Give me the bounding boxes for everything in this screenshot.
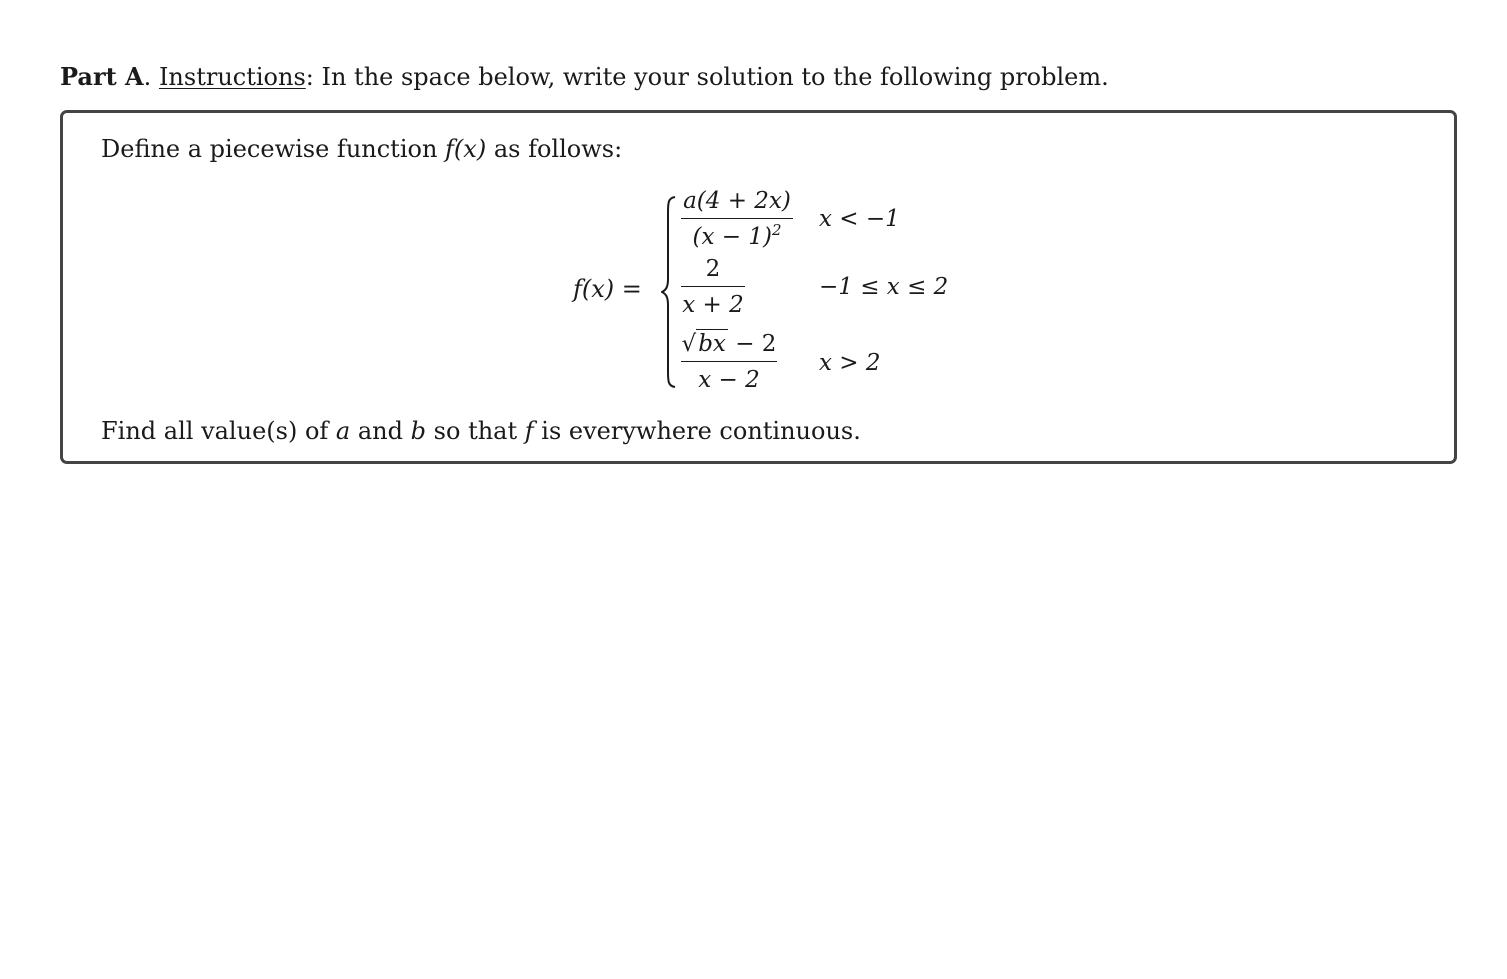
case-1-numerator: a(4 + 2x) — [683, 188, 791, 214]
case-3-numerator-tail: − 2 — [735, 331, 777, 357]
instructions-text: : In the space below, write your solution to the following problem. — [305, 63, 1109, 91]
case-1-denominator: $(x - 1)^2$ — [692, 221, 782, 250]
problem-question — [101, 415, 861, 447]
case-3-denominator: x − 2 — [698, 367, 760, 393]
intro-tail: as follows: — [493, 135, 623, 163]
question-text-1: Find all value(s) of — [101, 417, 329, 445]
equation-lhs: f(x) = — [573, 275, 642, 303]
variable-a: a — [335, 417, 351, 445]
fraction-bar — [681, 218, 793, 219]
left-brace-icon — [661, 195, 677, 389]
case-3-numerator — [681, 329, 777, 358]
question-text-4: is everywhere continuous. — [541, 417, 861, 445]
case-1-exponent: 2 — [771, 221, 782, 239]
case-2-denominator: x + 2 — [682, 292, 744, 318]
problem-box — [60, 110, 1457, 464]
fraction-bar — [681, 361, 777, 362]
case-3-condition: x > 2 — [819, 350, 881, 376]
part-label: Part A — [60, 62, 144, 91]
part-separator: . — [143, 63, 152, 91]
case-1-condition: x < −1 — [819, 206, 900, 232]
instructions-label: Instructions — [158, 63, 306, 91]
question-text-2: and — [357, 417, 404, 445]
variable-f: f — [524, 417, 534, 445]
radicand: bx — [698, 331, 726, 357]
square-root: √bx — [681, 331, 726, 357]
case-1-fraction — [681, 187, 793, 251]
case-2-fraction — [681, 255, 745, 319]
intro-text: Define a piecewise function — [101, 135, 438, 163]
case-2-numerator: 2 — [705, 256, 721, 282]
case-3-fraction — [681, 329, 777, 394]
question-text-3: so that — [433, 417, 518, 445]
variable-b: b — [410, 417, 427, 445]
piecewise-equation — [63, 113, 1460, 467]
intro-function: f(x) — [445, 135, 487, 163]
fraction-bar — [681, 286, 745, 287]
case-2-condition: −1 ≤ x ≤ 2 — [819, 274, 949, 300]
part-a-instructions — [60, 61, 1109, 93]
